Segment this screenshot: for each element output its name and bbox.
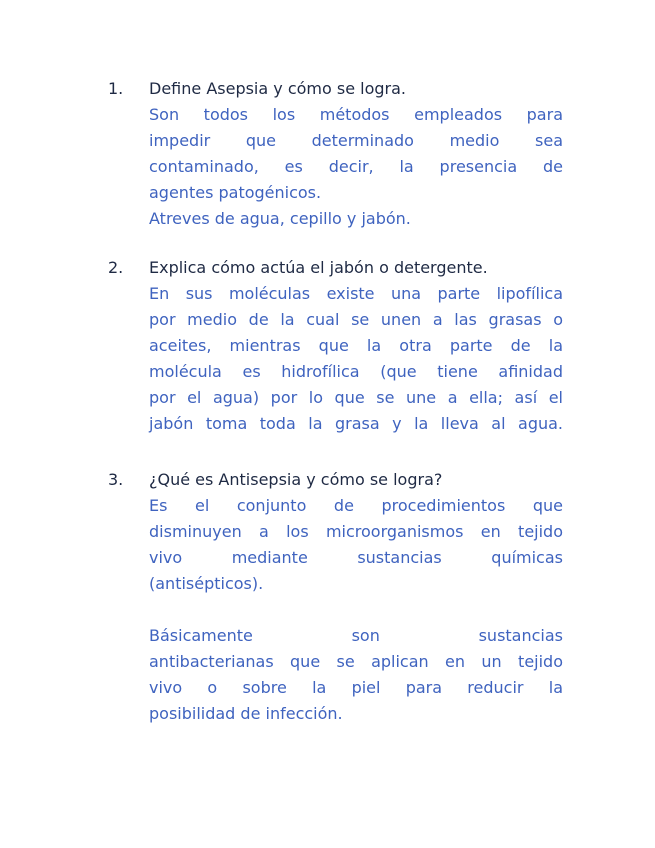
item-number: 1. (108, 79, 124, 98)
item-number: 2. (108, 258, 124, 277)
answer-line: Es el conjunto de procedimientos que (149, 496, 563, 515)
answer-line: contaminado, es decir, la presencia de (149, 157, 563, 176)
answer-line: vivo o sobre la piel para reducir la (149, 678, 563, 697)
answer-line: agentes patogénicos. (149, 183, 322, 202)
answer-line: disminuyen a los microorganismos en tejido (149, 522, 563, 541)
question-heading: Explica cómo actúa el jabón o detergente. (149, 258, 488, 277)
answer-line: antibacterianas que se aplican en un tejido (149, 652, 563, 671)
answer-text (149, 493, 563, 727)
answer-line: En sus moléculas existe una parte lipofílica (149, 284, 563, 303)
answer-line: aceites, mientras que la otra parte de la (149, 336, 563, 355)
answer-line: impedir que determinado medio sea (149, 131, 563, 150)
answer-line: (antisépticos). (149, 574, 264, 593)
question-heading: Define Asepsia y cómo se logra. (149, 79, 406, 98)
answer-line: posibilidad de infección. (149, 704, 343, 723)
item-number: 3. (108, 470, 124, 489)
answer-line: por el agua) por lo que se une a ella; así el (149, 388, 563, 407)
answer-line: por medio de la cual se unen a las grasas o (149, 310, 563, 329)
answer-line: Atreves de agua, cepillo y jabón. (149, 209, 411, 228)
answer-line: Básicamente son sustancias (149, 626, 563, 645)
answer-text (149, 281, 563, 437)
paragraph-gap (149, 597, 563, 623)
question-heading: ¿Qué es Antisepsia y cómo se logra? (149, 470, 443, 489)
answer-line: vivo mediante sustancias químicas (149, 548, 563, 567)
answer-text (149, 102, 563, 232)
answer-line: Son todos los métodos empleados para (149, 105, 563, 124)
answer-line: molécula es hidrofílica (que tiene afinidad (149, 362, 563, 381)
answer-line: jabón toma toda la grasa y la lleva al agua. (149, 414, 563, 433)
